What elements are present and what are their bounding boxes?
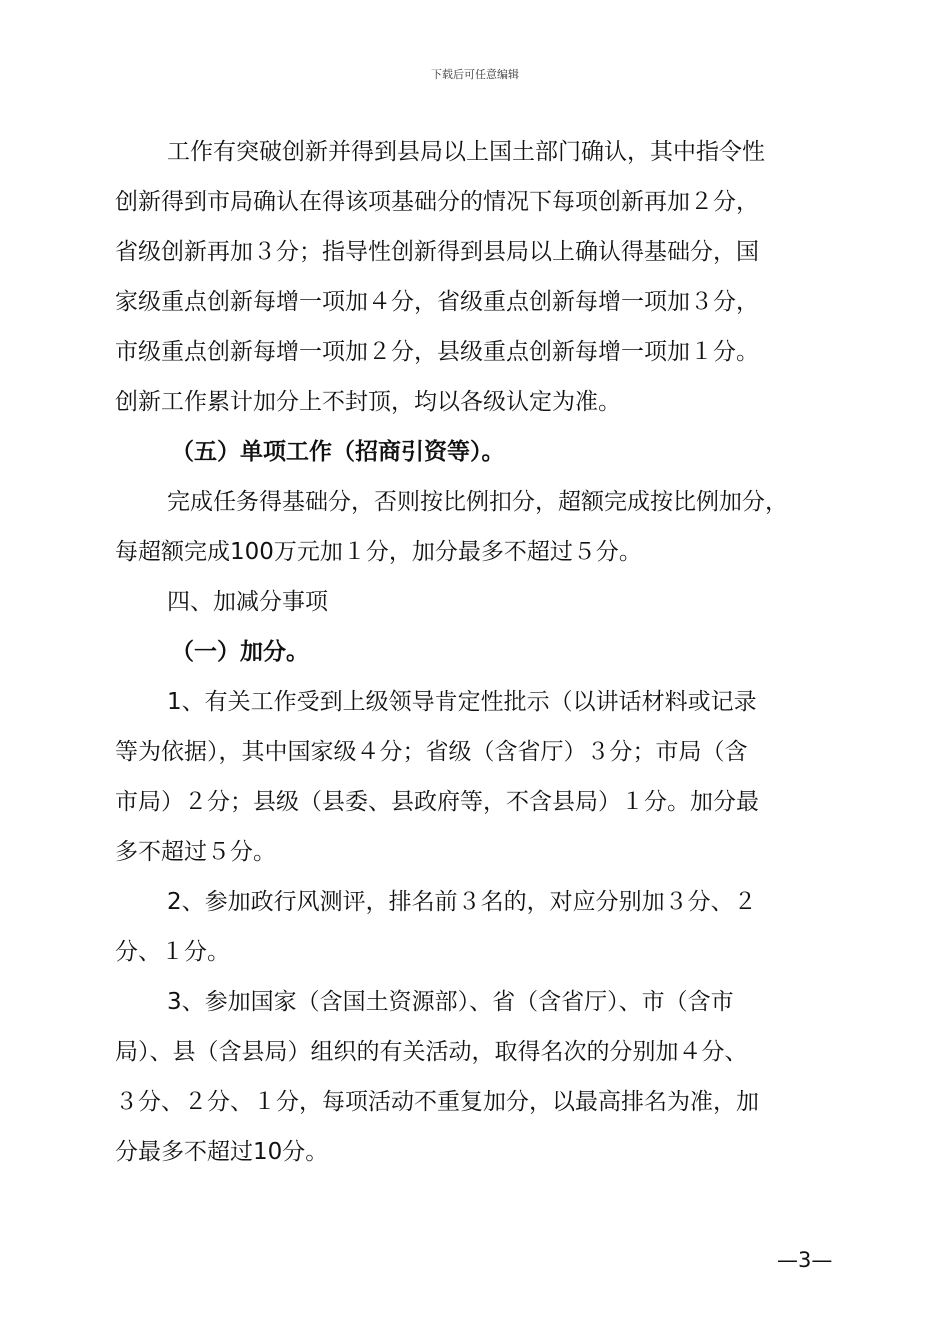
paragraph-line: 创新得到市局确认在得该项基础分的情况下每项创新再加２分，	[115, 189, 759, 215]
section-heading: 四、加减分事项	[167, 589, 328, 615]
paragraph-line: 局）、县（含县局）组织的有关活动，取得名次的分别加４分、	[115, 1039, 748, 1065]
header-note: 下载后可任意编辑	[431, 68, 519, 81]
paragraph-line: 1、有关工作受到上级领导肯定性批示（以讲话材料或记录	[167, 689, 757, 715]
paragraph-line: 2、参加政行风测评，排名前３名的，对应分别加３分、２	[167, 889, 757, 915]
paragraph-line: 市局）２分；县级（县委、县政府等，不含县局）１分。加分最	[115, 789, 759, 815]
paragraph-line: 完成任务得基础分，否则按比例扣分，超额完成按比例加分，	[167, 489, 788, 515]
paragraph-line: 每超额完成100万元加１分，加分最多不超过５分。	[115, 539, 642, 565]
paragraph-line: ３分、２分、１分，每项活动不重复加分，以最高排名为准，加	[115, 1089, 759, 1115]
subsection-heading: （一）加分。	[171, 639, 309, 665]
paragraph-line: 分最多不超过10分。	[115, 1139, 329, 1165]
paragraph-line: 3、参加国家（含国土资源部）、省（含省厅）、市（含市	[167, 989, 734, 1015]
paragraph-line: 市级重点创新每增一项加２分，县级重点创新每增一项加１分。	[115, 339, 759, 365]
paragraph-line: 多不超过５分。	[115, 839, 276, 865]
section-heading: （五）单项工作（招商引资等）。	[171, 439, 505, 465]
document-body	[115, 127, 845, 1177]
paragraph-line: 创新工作累计加分上不封顶，均以各级认定为准。	[115, 389, 621, 415]
paragraph-line: 省级创新再加３分；指导性创新得到县局以上确认得基础分，国	[115, 239, 759, 265]
page-number: —3—	[777, 1248, 833, 1272]
paragraph-line: 分、１分。	[115, 939, 230, 965]
paragraph-line: 工作有突破创新并得到县局以上国土部门确认，其中指令性	[167, 139, 765, 165]
paragraph-line: 等为依据），其中国家级４分；省级（含省厅）３分；市局（含	[115, 739, 748, 765]
paragraph-line: 家级重点创新每增一项加４分，省级重点创新每增一项加３分，	[115, 289, 759, 315]
